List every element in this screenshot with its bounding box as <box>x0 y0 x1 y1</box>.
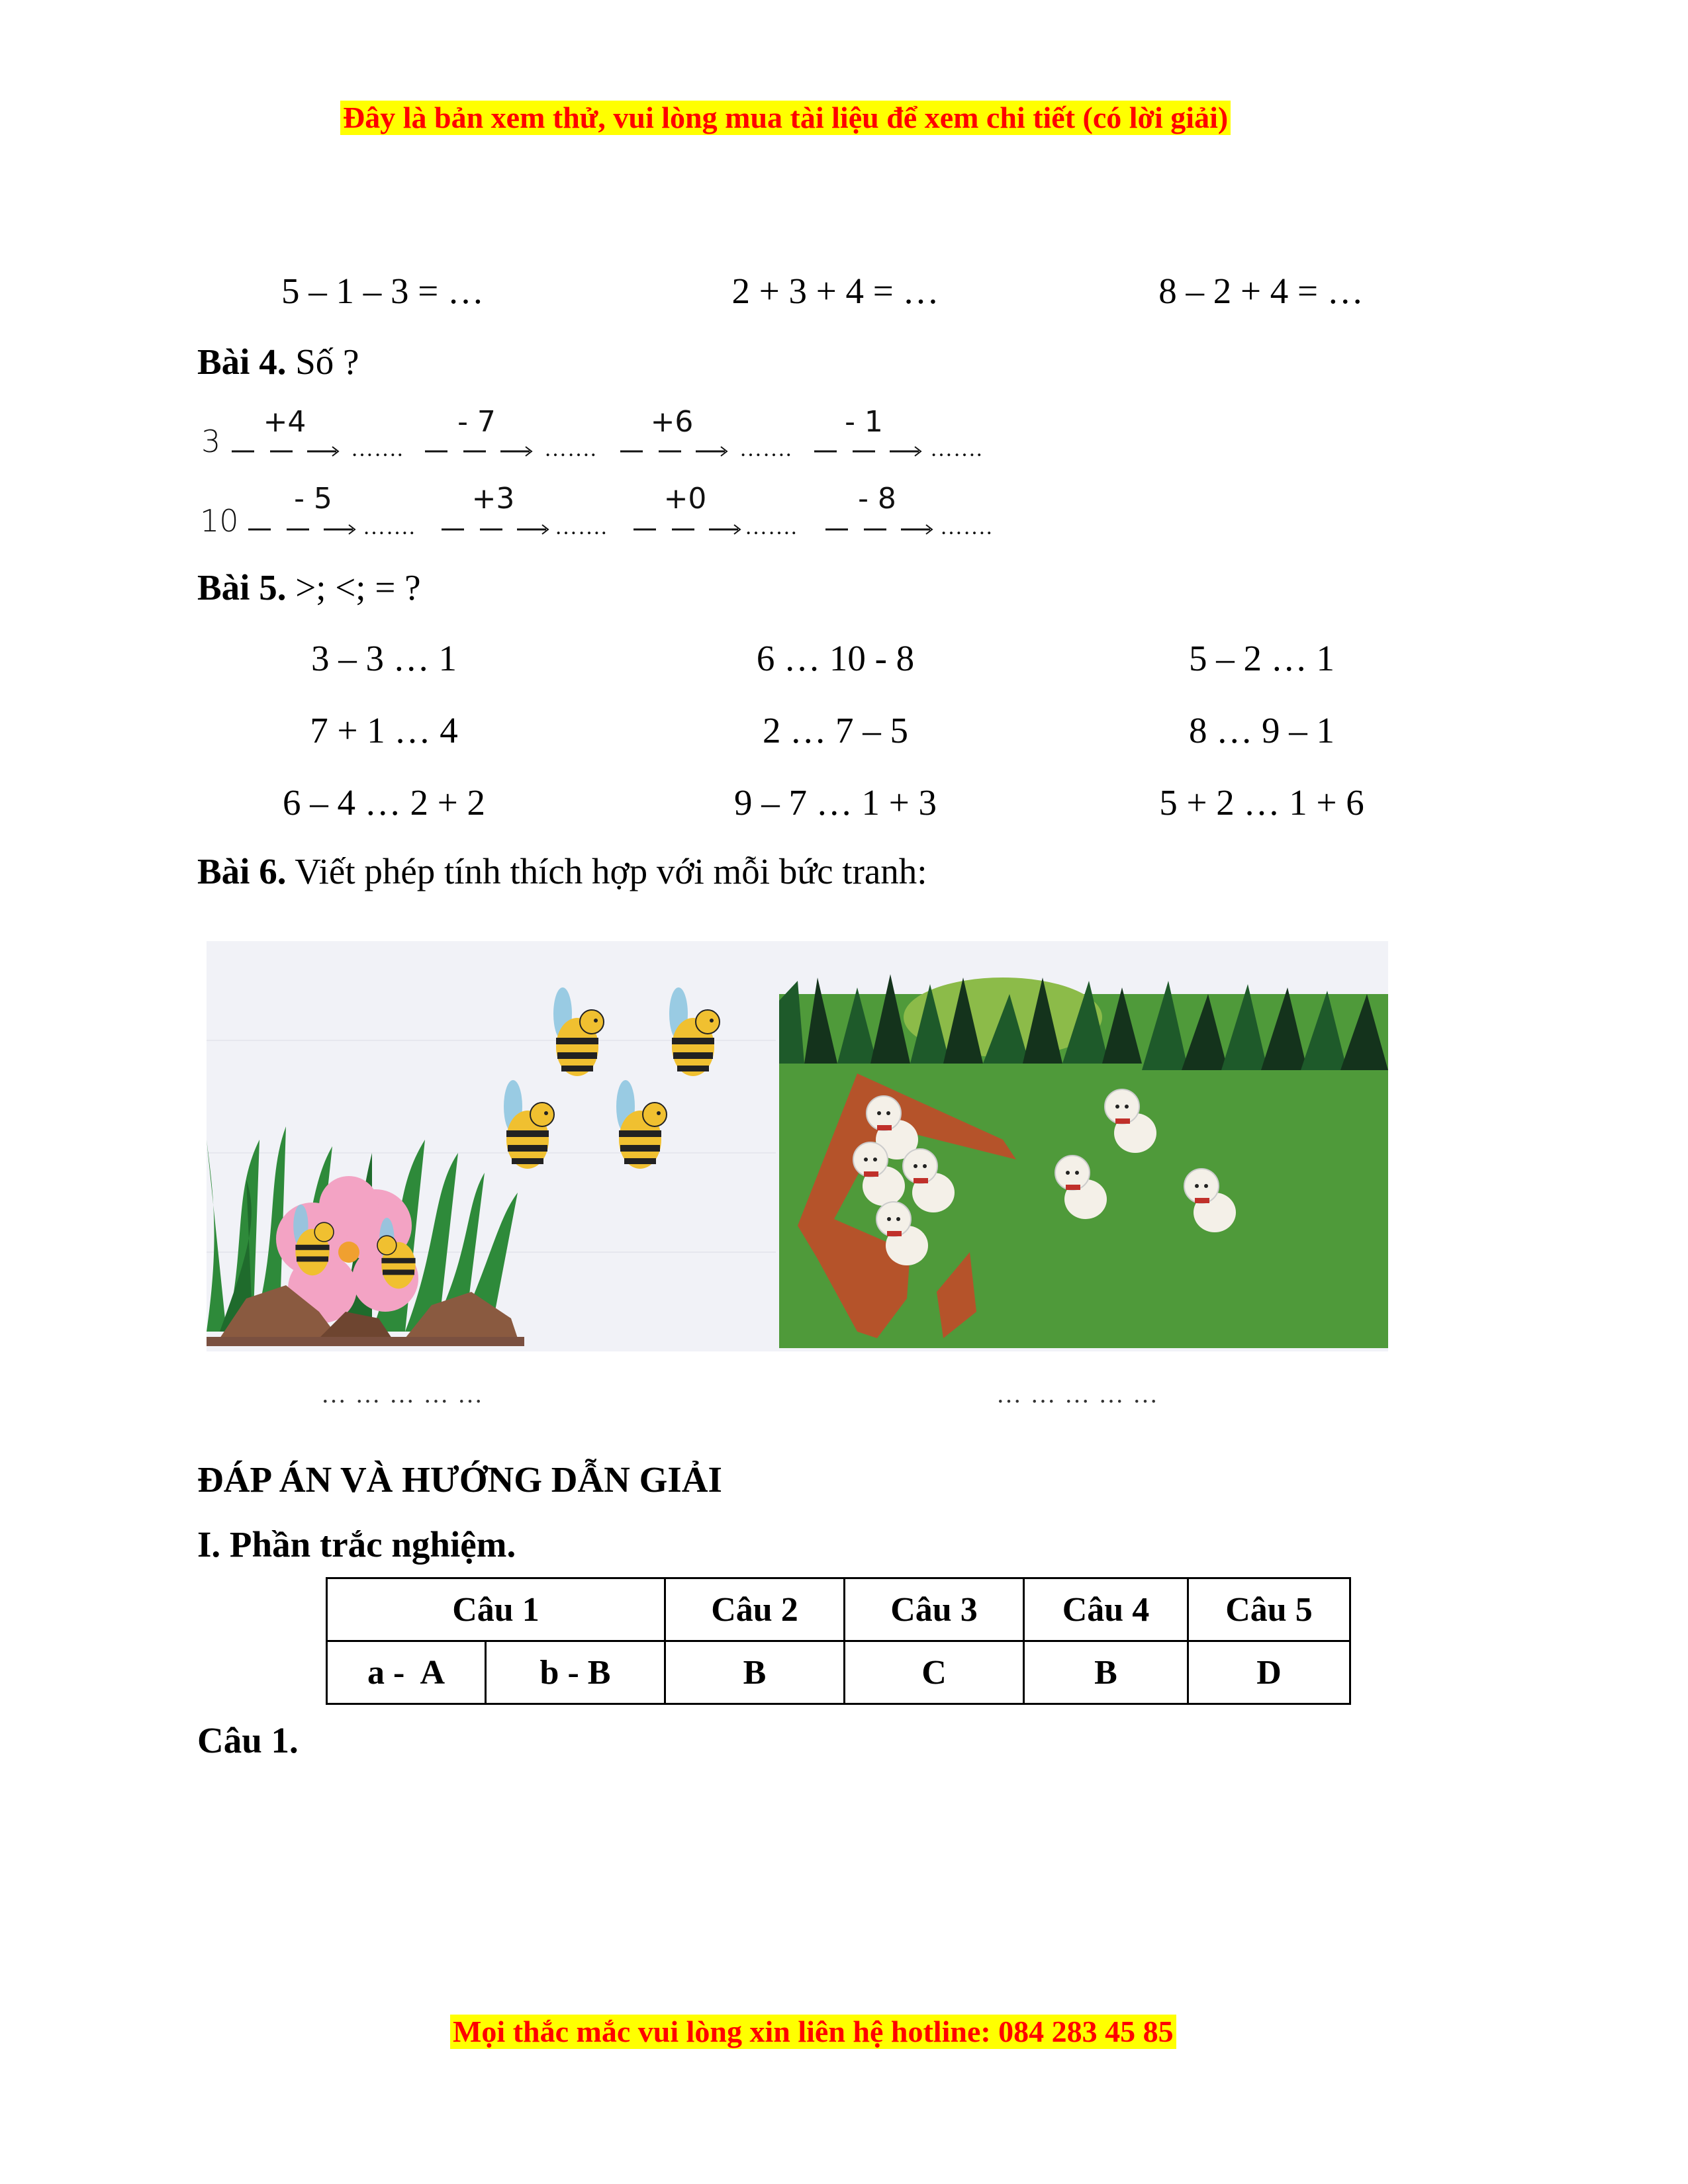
bee-icon <box>553 987 604 1076</box>
chain-operation: +0 <box>663 482 707 516</box>
equation: 5 – 1 – 3 = … <box>281 271 485 311</box>
comparison-item: 2 … 7 – 5 <box>763 710 908 751</box>
answer-blank[interactable]: ……. <box>544 437 597 461</box>
table-cell: D <box>1188 1641 1350 1704</box>
table-cell: a - A <box>327 1641 486 1704</box>
exercise-label: Bài 4. <box>197 341 287 382</box>
equation: 8 – 2 + 4 = … <box>1158 271 1364 311</box>
answer-table <box>326 1577 1351 1705</box>
chain-operation: +6 <box>650 405 694 439</box>
chain-operation: - 7 <box>457 405 496 439</box>
question-1-label: Câu 1. <box>197 1720 299 1760</box>
table-cell: b - B <box>486 1641 665 1704</box>
dashed-arrow-icon <box>619 445 730 458</box>
comparison-item: 5 + 2 … 1 + 6 <box>1159 782 1364 823</box>
dashed-arrow-icon <box>247 523 358 536</box>
exercise-label: Bài 5. <box>197 567 287 608</box>
bees-picture <box>207 941 776 1351</box>
exercise-5-title <box>197 568 421 608</box>
comparison-item: 7 + 1 … 4 <box>310 710 458 751</box>
answers-heading: ĐÁP ÁN VÀ HƯỚNG DẪN GIẢI <box>197 1459 722 1500</box>
chain-operation: - 8 <box>858 482 896 516</box>
table-cell: C <box>845 1641 1024 1704</box>
table-header-cell: Câu 2 <box>665 1578 845 1641</box>
table-header-cell: Câu 3 <box>845 1578 1024 1641</box>
dashed-arrow-icon <box>230 445 342 458</box>
dashed-arrow-icon <box>424 445 535 458</box>
answer-blank[interactable]: ……. <box>739 437 792 461</box>
answer-blank[interactable]: ……. <box>930 437 983 461</box>
answer-blank[interactable]: ……. <box>351 437 404 461</box>
hotline-banner: Mọi thắc mắc vui lòng xin liên hệ hotline: 084 283 45 85 <box>450 2015 1176 2049</box>
exercise-6-illustration <box>207 941 1388 1351</box>
answer-blank-right[interactable]: … … … … … <box>996 1381 1159 1408</box>
table-header-cell: Câu 5 <box>1188 1578 1350 1641</box>
chain-operation: +4 <box>263 405 306 439</box>
sheep-picture <box>778 941 1388 1351</box>
exercise-6-title <box>197 852 927 891</box>
answer-blank[interactable]: ……. <box>555 515 608 539</box>
table-row <box>327 1641 1350 1704</box>
answer-blank[interactable]: ……. <box>940 515 993 539</box>
comparison-item: 9 – 7 … 1 + 3 <box>733 782 937 823</box>
comparison-item: 8 … 9 – 1 <box>1189 710 1335 751</box>
multiple-choice-section-title: I. Phần trắc nghiệm. <box>197 1524 516 1565</box>
comparison-item: 6 … 10 - 8 <box>756 638 915 678</box>
chain-operation: - 1 <box>845 405 883 439</box>
comparison-item: 5 – 2 … 1 <box>1189 638 1335 678</box>
exercise-4-title <box>197 342 359 382</box>
bee-icon <box>616 1080 667 1169</box>
exercise-prompt: Số ? <box>286 341 359 382</box>
bee-icon <box>504 1080 554 1169</box>
dashed-arrow-icon <box>440 523 551 536</box>
table-header-row <box>327 1578 1350 1641</box>
bee-icon <box>669 987 720 1076</box>
table-header-cell: Câu 4 <box>1024 1578 1188 1641</box>
chain-start-number: 3 <box>201 424 221 459</box>
answer-blank-left[interactable]: … … … … … <box>321 1381 484 1408</box>
chain-start-number: 10 <box>200 503 239 539</box>
equation: 2 + 3 + 4 = … <box>731 271 939 311</box>
exercise-label: Bài 6. <box>197 851 287 891</box>
chain-operation: - 5 <box>294 482 332 516</box>
dashed-arrow-icon <box>813 445 924 458</box>
preview-notice-banner: Đây là bản xem thử, vui lòng mua tài liệu để xem chi tiết (có lời giải) <box>340 101 1231 135</box>
table-cell: B <box>665 1641 845 1704</box>
comparison-item: 3 – 3 … 1 <box>311 638 457 678</box>
dashed-arrow-icon <box>824 523 935 536</box>
answer-blank[interactable]: ……. <box>745 515 798 539</box>
exercise-prompt: Viết phép tính thích hợp với mỗi bức tranh: <box>286 851 927 891</box>
comparison-item: 6 – 4 … 2 + 2 <box>282 782 486 823</box>
dashed-arrow-icon <box>632 523 743 536</box>
table-header-cell: Câu 1 <box>327 1578 665 1641</box>
exercise-prompt: >; <; = ? <box>286 567 421 608</box>
chain-operation: +3 <box>471 482 515 516</box>
answer-blank[interactable]: ……. <box>363 515 416 539</box>
table-cell: B <box>1024 1641 1188 1704</box>
